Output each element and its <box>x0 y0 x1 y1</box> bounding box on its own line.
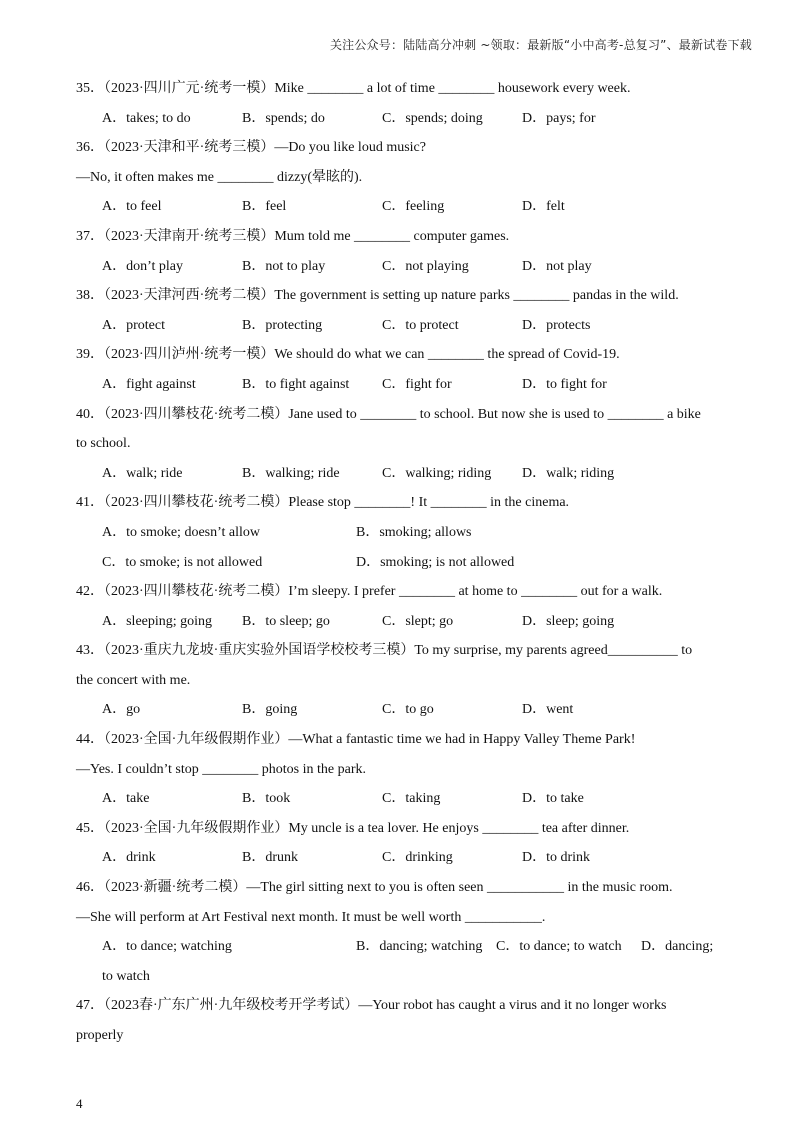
option-b: B．took <box>242 791 291 807</box>
option-a: A．takes; to do <box>102 110 191 126</box>
option-c: C．slept; go <box>382 613 454 629</box>
question-45 <box>76 814 726 873</box>
option-d: D．went <box>522 702 574 718</box>
option-c: C．to protect <box>382 317 459 333</box>
option-a: A．don’t play <box>102 258 184 274</box>
question-44 <box>76 725 726 814</box>
option-d: D．felt <box>522 199 565 215</box>
options-row <box>76 784 726 814</box>
question-stem: 47．（2023春·广东广州·九年级校考开学考试）—Your robot has caught a virus and it no longer works <box>76 998 667 1014</box>
option-b: B．going <box>242 702 298 718</box>
question-36 <box>76 133 726 222</box>
option-a: A．to dance; watching <box>102 939 232 955</box>
option-a: A．sleeping; going <box>102 613 213 629</box>
question-stem: 43．（2023·重庆九龙坡·重庆实验外国语学校校考三模）To my surprise, my parents agreed__________ to <box>76 643 693 659</box>
option-c: C．to smoke; is not allowed <box>102 554 263 570</box>
question-35 <box>76 74 726 133</box>
option-a: A．to feel <box>102 199 162 215</box>
question-42 <box>76 577 726 636</box>
question-stem: 41．（2023·四川攀枝花·统考二模）Please stop ________! It ________ in the cinema. <box>76 495 570 511</box>
question-list <box>76 74 726 1051</box>
options-row <box>76 548 726 578</box>
option-b: B．to fight against <box>242 376 350 392</box>
options-row <box>76 311 726 341</box>
question-stem: 36．（2023·天津和平·统考三模）—Do you like loud music? <box>76 140 426 156</box>
option-a: A．to smoke; doesn’t allow <box>102 524 261 540</box>
options-row <box>76 104 726 134</box>
option-c: C．not playing <box>382 258 469 274</box>
options-row <box>76 932 726 962</box>
option-c: C．feeling <box>382 199 445 215</box>
question-stem: 35．（2023·四川广元·统考一模）Mike ________ a lot of time ________ housework every week. <box>76 81 631 96</box>
option-c: C．walking; riding <box>382 465 492 481</box>
option-a: A．fight against <box>102 376 196 392</box>
option-c: C．drinking <box>382 850 453 866</box>
page-header: 关注公众号：陆陆高分冲刺 ~领取：最新版“小中高考-总复习”、最新试卷下载 <box>329 38 752 52</box>
option-d: D．pays; for <box>522 110 596 126</box>
option-b: B．spends; do <box>242 110 325 126</box>
question-stem: 37．（2023·天津南开·统考三模）Mum told me ________ computer games. <box>76 228 510 244</box>
option-b: B．feel <box>242 199 287 215</box>
option-b: B．walking; ride <box>242 465 340 481</box>
option-a: A．protect <box>102 317 165 333</box>
options-row <box>76 843 726 873</box>
question-43 <box>76 636 726 725</box>
option-c: C．fight for <box>382 376 452 392</box>
question-stem: 42．（2023·四川攀枝花·统考二模）I’m sleepy. I prefer ________ at home to ________ out for a walk. <box>76 584 663 600</box>
option-d: D．to fight for <box>522 376 607 392</box>
option-b: B．drunk <box>242 850 298 866</box>
question-stem: 45．（2023·全国·九年级假期作业）My uncle is a tea lover. He enjoys ________ tea after dinner. <box>76 820 630 836</box>
question-41 <box>76 488 726 577</box>
question-stem: 38．（2023·天津河西·统考二模）The government is setting up nature parks ________ pandas in the wild. <box>76 288 679 304</box>
question-37 <box>76 222 726 281</box>
options-row <box>76 518 726 548</box>
options-row <box>76 459 726 489</box>
options-row-continued <box>76 962 726 992</box>
question-46 <box>76 873 726 991</box>
question-stem-continued: —She will perform at Art Festival next month. It must be well worth ___________. <box>76 909 546 925</box>
question-stem-continued: the concert with me. <box>76 672 191 688</box>
option-a: A．drink <box>102 850 156 866</box>
question-stem: 39．（2023·四川泸州·统考一模）We should do what we can ________ the spread of Covid-19. <box>76 347 620 363</box>
option-d: D．not play <box>522 258 592 274</box>
option-b: B．not to play <box>242 258 326 274</box>
options-row <box>76 252 726 282</box>
options-row <box>76 607 726 637</box>
question-stem: 46．（2023·新疆·统考二模）—The girl sitting next to you is often seen ___________ in the music room. <box>76 880 673 896</box>
question-38 <box>76 281 726 340</box>
option-d: D．smoking; is not allowed <box>356 554 515 570</box>
page-number: 4 <box>76 1096 83 1111</box>
question-stem: 44．（2023·全国·九年级假期作业）—What a fantastic time we had in Happy Valley Theme Park! <box>76 732 636 748</box>
option-d: D．to drink <box>522 850 591 866</box>
question-stem-continued: —Yes. I couldn’t stop ________ photos in the park. <box>76 761 366 777</box>
question-47 <box>76 991 726 1050</box>
option-b: B．protecting <box>242 317 323 333</box>
options-row <box>76 192 726 222</box>
option-a: A．take <box>102 791 150 807</box>
option-c: C．to dance; to watch <box>496 939 622 955</box>
option-d-continued: to watch <box>102 968 150 984</box>
option-d: D．walk; riding <box>522 465 615 481</box>
options-row <box>76 695 726 725</box>
question-39 <box>76 340 726 399</box>
option-b: B．to sleep; go <box>242 613 330 629</box>
option-d: D．dancing; <box>641 939 714 955</box>
question-40 <box>76 400 726 489</box>
option-b: B．dancing; watching <box>356 939 483 955</box>
option-c: C．taking <box>382 791 441 807</box>
option-c: C．to go <box>382 702 434 718</box>
question-stem-continued: properly <box>76 1028 124 1043</box>
question-stem-continued: —No, it often makes me ________ dizzy(晕眩的). <box>76 169 363 185</box>
option-a: A．walk; ride <box>102 465 183 481</box>
question-stem: 40．（2023·四川攀枝花·统考二模）Jane used to ________ to school. But now she is used to ________ a bike <box>76 406 701 422</box>
option-c: C．spends; doing <box>382 110 483 126</box>
option-d: D．to take <box>522 791 584 807</box>
options-row <box>76 370 726 400</box>
option-d: D．protects <box>522 317 591 333</box>
option-b: B．smoking; allows <box>356 524 472 540</box>
option-d: D．sleep; going <box>522 613 615 629</box>
question-stem-continued: to school. <box>76 436 131 452</box>
option-a: A．go <box>102 702 141 718</box>
